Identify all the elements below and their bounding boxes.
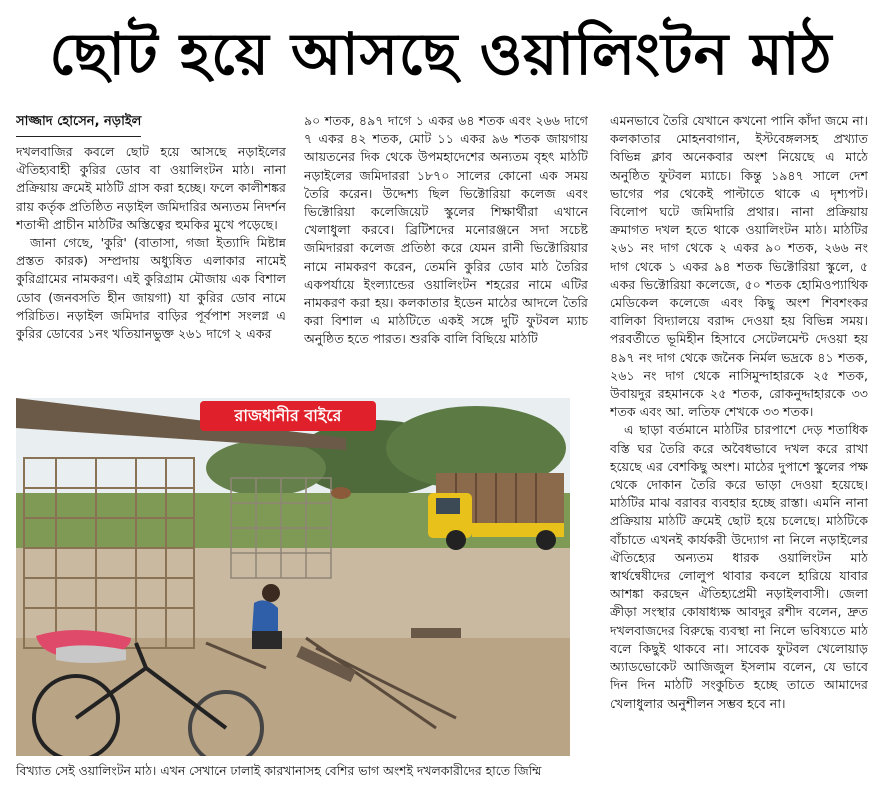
- byline: সাজ্জাদ হোসেন, নড়াইল: [16, 112, 141, 137]
- article-column-1: [16, 112, 286, 390]
- news-photo: [16, 398, 570, 756]
- photo-caption: বিখ্যাত সেই ওয়ালিংটন মাঠ। এখন সেখানে ঢালাই কারখানাসহ বেশির ভাগ অংশই দখলকারীদের হাতে জিম্মি: [16, 763, 542, 778]
- paragraph: এ ছাড়া বর্তমানে মাঠটির চারপাশে দেড় শতাধিক বস্তি ঘর তৈরি করে অবৈধভাবে দখল করে রাখা হয়েছে এর বেশকিছু অংশ। মাঠের দুপাশে স্কুলের পক্ষ থেকে দোকান তৈরি করে ভাড়া দেওয়া হয়েছে। মাঠটির মাঝ বরাবর ব্যবহার হচ্ছে রাস্তা। এমনি নানা প্রক্রিয়ায় মাঠটি ক্রমেই ছোট হয়ে চলেছে। মাঠটিকে বাঁচাতে এখনই কার্যকরী উদ্যোগ না নিলে নড়াইলের ঐতিহ্যের অন্যতম ধারক ওয়ালিংটন মাঠ স্বার্থন্বেষীদের লোলুপ থাবার কবলে হারিয়ে যাবার আশঙ্কা করছেন ঐতিহ্যপ্রেমী নড়াইলবাসী। জেলা ক্রীড়া সংস্থার কোষাধ্যক্ষ আবদুর রশীদ বলেন, দ্রুত দখলবাজদের বিরুদ্ধে ব্যবস্থা না নিলে ভবিষ্যতে মাঠ বলে কিছুই থাকবে না। সাবেক ফুটবল খেলোয়াড় অ্যাডভোকেট আজিজুল ইসলাম বলেন, যে ভাবে দিন দিন মাঠটি সংকুচিত হচ্ছে তাতে আমাদের খেলাধুলার অনুশীলন সম্ভব হবে না।: [610, 422, 868, 711]
- paragraph: জানা গেছে, 'কুরি' (বাতাসা, গজা ইত্যাদি মিষ্টান্ন প্রস্তত কারক) সম্প্রদায় অধ্যুষিত এলাকার নামেই কুরিগ্রামের নামকরণ। এই কুরিগ্রাম মৌজায় এক বিশাল ডোব (জনবসতি হীন জায়গা) যা কুরির ডোব নামে পরিচিত। নড়াইল জমিদার বাড়ির পূর্বপাশ সংলগ্ন এ কুরির ডোবের ১নং খতিয়ানভুক্ত ২৬১ দাগে ২ একর: [16, 235, 286, 342]
- headline: ছোট হয়ে আসছে ওয়ালিংটন মাঠ: [49, 20, 833, 88]
- paragraph: এমনভাবে তৈরি যেখানে কখনো পানি কাঁদা জমে না। কলকাতার মোহনবাগান, ইস্টবেঙ্গলসহ প্রখ্যাত বিভিন্ন ক্লাব অনেকবার অংশ নিয়েছে এ মাঠে অনুষ্ঠিত ফুটবল ম্যাচে। কিন্তু ১৯৪৭ সালে দেশ ভাগের পর থেকেই পাল্টাতে থাকে এ দৃশ্যপট। বিলোপ ঘটে জমিদারি প্রথার। নানা প্রক্রিয়ায় ক্রমাগত দখল হতে থাকে ওয়ালিংটন মাঠ। মাঠটির ২৬১ নং দাগ থেকে ২ একর ৯০ শতক, ২৬৬ নং দাগ থেকে ১ একর ৯৪ শতক ভিক্টোরিয়া স্কুলে, ৫ একর ভিক্টোরিয়া কলেজে, ৫০ শতক হোমিওপ্যাথিক মেডিকেল কলেজে এবং কিছু অংশ শিবশংকর বালিকা বিদ্যালয়ে বরাদ্দ দেওয়া হয় বিভিন্ন সময়। পরবর্তীতে ভূমিহীন হিসাবে সেটেলমেন্ট দেওয়া হয় ৪৯৭ নং দাগ থেকে জনৈক নির্মল ভদ্রকে ৪১ শতক, ২৬১ নং দাগ থেকে নাসিমুন্দাহারকে ২৫ শতক, উবায়দুর রহমানকে ২৫ শতক, রোকনুদ্দাহারকে ৩৩ শতক এবং আ. লতিফ শেখকে ৩৩ শতক।: [610, 113, 868, 420]
- article-column-2: [304, 112, 588, 390]
- paragraph: দখলবাজির কবলে ছোট হয়ে আসছে নড়াইলের ঐতিহ্যবাহী কুরির ডোব বা ওয়ালিংটন মাঠ। নানা প্রক্রিয়ায় ক্রমেই মাঠটি গ্রাস করা হচ্ছে। ফলে কালীশঙ্কর রায় কর্তৃক প্রতিষ্ঠিত নড়াইল জমিদারির অন্যতম নিদর্শন শতাব্দী প্রাচীন মাঠটির অস্তিত্বের হুমকির মুখে পড়েছে।: [16, 144, 286, 232]
- photo-illustration: [16, 398, 570, 756]
- section-badge: রাজধানীর বাইরে: [200, 401, 376, 431]
- article-column-3: [610, 112, 868, 778]
- paragraph: ৯০ শতক, ৪৯৭ দাগে ১ একর ৬৪ শতক এবং ২৬৬ দাগে ৭ একর ৪২ শতক, মোট ১১ একর ৯৬ শতক জায়গায় আয়তনের দিক থেকে উপমহাদেশের অন্যতম বৃহৎ মাঠটি নড়াইলের জমিদাররা ১৮৭০ সালের কোনো এক সময় তৈরি করেন। উদ্দেশ্য ছিল ভিক্টোরিয়া কলেজ এবং ভিক্টোরিয়া কলেজিয়েট স্কুলের শিক্ষার্থীরা এখানে খেলাধুলা করবে। ব্রিটিশদের মনোরঞ্জনে সদা সচেষ্ট জমিদাররা কলেজ প্রতিষ্ঠা করে যেমন রানী ভিক্টোরিয়ার নামে নামকরণ করেন, তেমনি কুরির ডোব মাঠ তৈরির একপর্যায়ে ইংল্যান্ডের ওয়ালিংটন শহরের নামে এটির নামকরণ করা হয়। কলকাতার ইডেন মাঠের আদলে তৈরি করা বিশাল এ মাঠটিতে একই সঙ্গে দুটি ফুটবল ম্যাচ অনুষ্ঠিত হতে পারত। শুরকি বালি বিছিয়ে মাঠটি: [304, 113, 588, 347]
